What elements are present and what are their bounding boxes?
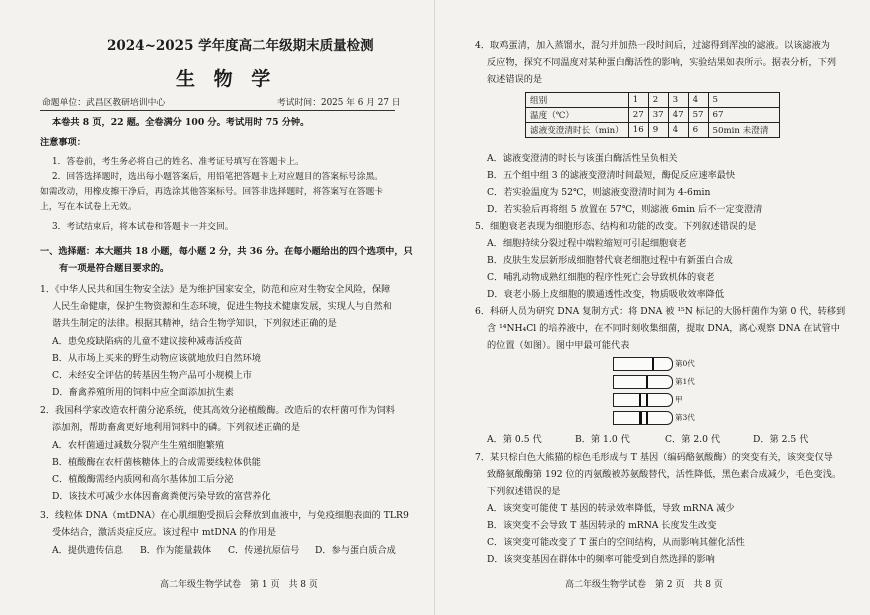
right-page (435, 0, 870, 615)
note-line: 2．回答选择题时，选出每小题答案后，用铅笔把答题卡上对应题目的答案标号涂黑。 (52, 172, 384, 182)
tube-label: 第0代 (675, 359, 695, 368)
tube-label: 甲 (675, 395, 683, 404)
notes-heading: 注意事项： (40, 137, 86, 148)
question-2-option: D．该技术可减少水体因畜禽粪便污染导致的富营养化 (52, 491, 271, 502)
table-cell: 滤液变澄清时长（min） (526, 123, 629, 138)
table-cell: 50min 未澄清 (708, 123, 779, 138)
question-6-stem: 的位置（如图）。图中甲最可能代表 (487, 340, 630, 351)
question-4-stem: 反应物，探究不同温度对某种蛋白酶活性的影响，实验结果如表所示。据表分析，下列 (487, 57, 837, 68)
question-4-table (525, 92, 780, 138)
table-cell: 6 (688, 123, 708, 138)
question-4-option: A．滤液变澄清的时长与该蛋白酶活性呈负相关 (487, 153, 678, 164)
section-heading-cont: 有一项是符合题目要求的。 (59, 263, 170, 274)
table-cell: 4 (688, 93, 708, 108)
page-footer: 高二年级生物学试卷 第 2 页 共 8 页 (565, 580, 723, 590)
question-1-stem: 谐共生制定的法律。根据其精神，结合生物学知识，下列叙述正确的是 (52, 318, 337, 329)
question-2-option: C．植酸酶需经内质网和高尔基体加工后分泌 (52, 474, 234, 485)
page-footer: 高二年级生物学试卷 第 1 页 共 8 页 (160, 580, 318, 590)
table-row (526, 93, 780, 108)
test-tube (613, 411, 673, 425)
question-5-option: C．哺乳动物成熟红细胞的程序性死亡会导致机体的衰老 (487, 272, 715, 283)
table-cell: 67 (708, 108, 779, 123)
note-line: 1．答卷前，考生务必将自己的姓名、准考证号填写在答题卡上。 (52, 157, 304, 167)
table-cell: 57 (688, 108, 708, 123)
table-cell: 37 (648, 108, 668, 123)
table-cell: 温度（℃） (526, 108, 629, 123)
note-line: 如需改动，用橡皮擦干净后，再选涂其他答案标号。回答非选择题时，将答案写在答题卡 (40, 187, 384, 197)
question-2-stem: 2．我国科学家改造农杆菌分泌系统，使其高效分泌植酸酶。改造后的农杆菌可作为饲料 (40, 405, 395, 416)
question-7-stem: 下列叙述错误的是 (487, 486, 561, 497)
table-cell: 3 (668, 93, 688, 108)
question-4-option: C．若实验温度为 52℃，则滤液变澄清时间为 4-6min (487, 187, 711, 198)
question-6-stem: 6．科研人员为研究 DNA 复制方式：将 DNA 被 ¹⁵N 标记的大肠杆菌作为第 0 代，转移到 (475, 306, 846, 317)
author-unit: 命题单位：武昌区教研培训中心 (42, 98, 166, 108)
question-6-option: D．第 2.5 代 (753, 434, 809, 445)
question-6-stem: 含 ¹⁴NH₄Cl 的培养液中，在不同时刻收集细菌，提取 DNA，离心观察 DNA 在试管中 (487, 323, 840, 334)
question-3-stem: 受体结合，激活炎症反应。该过程中 mtDNA 的作用是 (52, 527, 277, 538)
question-1-option: D．畜禽养殖所用的饲料中应全面添加抗生素 (52, 387, 234, 398)
question-4-stem: 4．取鸡蛋清，加入蒸馏水，混匀并加热一段时间后，过滤得到浑浊的滤液。以该滤液为 (475, 40, 830, 51)
question-4-option: D．若实验后再将组 5 放置在 57℃，则滤液 6min 后不一定变澄清 (487, 204, 763, 215)
tube-label: 第1代 (675, 377, 695, 386)
exam-title: 2024~2025 学年度高二年级期末质量检测 (107, 38, 374, 54)
question-1-option: B．从市场上买来的野生动物应该就地放归自然环境 (52, 353, 261, 364)
table-cell: 9 (648, 123, 668, 138)
question-5-option: B．皮肤生发层新形成细胞替代衰老细胞过程中有新蛋白合成 (487, 255, 733, 266)
question-7-stem: 7．某只棕白色大熊猫的棕色毛形成与 T 基因（编码酪氨酸酶）的突变有关，该突变仅导 (475, 452, 833, 463)
exam-summary: 本卷共 8 页，22 题。全卷满分 100 分。考试用时 75 分钟。 (52, 117, 310, 128)
question-6-option: C．第 2.0 代 (665, 434, 721, 445)
note-line: 3．考试结束后，将本试卷和答题卡一并交回。 (52, 222, 234, 232)
dna-band (639, 394, 641, 406)
dna-band (652, 358, 654, 370)
dna-band (639, 412, 642, 424)
question-2-option: B．植酸酶在农杆菌核糖体上的合成需要线粒体供能 (52, 457, 261, 468)
table-cell: 2 (648, 93, 668, 108)
question-5-option: D．衰老小肠上皮细胞的膜通透性改变，物质吸收效率降低 (487, 289, 725, 300)
question-7-option: A．该突变可能使 T 基因的转录效率降低，导致 mRNA 减少 (487, 503, 735, 514)
question-7-option: C．该突变可能改变了 T 蛋白的空间结构，从而影响其催化活性 (487, 537, 745, 548)
table-cell: 5 (708, 93, 779, 108)
table-cell: 1 (628, 93, 648, 108)
table-cell: 4 (668, 123, 688, 138)
tube-label: 第3代 (675, 413, 695, 422)
note-line: 上，写在本试卷上无效。 (40, 202, 137, 212)
table-row (526, 108, 780, 123)
test-tube (613, 375, 673, 389)
question-3-option: B．作为能量载体 (140, 545, 212, 556)
question-3-option: D．参与蛋白质合成 (315, 545, 396, 556)
question-3-option: C．传递抗原信号 (228, 545, 300, 556)
question-4-stem: 叙述错误的是 (487, 74, 543, 85)
question-7-stem: 致酪氨酸酶第 192 位的丙氨酸被苏氨酸替代，活性降低，黑色素合成减少，毛色变浅。 (487, 469, 842, 480)
table-cell: 47 (668, 108, 688, 123)
question-1-option: A．患免疫缺陷病的儿童不建议接种减毒活疫苗 (52, 336, 243, 347)
question-2-option: A．农杆菌通过减数分裂产生生殖细胞繁殖 (52, 440, 225, 451)
subject-title: 生 物 学 (176, 68, 277, 90)
question-7-option: D．该突变基因在群体中的频率可能受到自然选择的影响 (487, 554, 715, 565)
table-row (526, 123, 780, 138)
table-cell: 16 (628, 123, 648, 138)
question-4-option: B．五个组中组 3 的滤液变澄清时间最短，酶促反应速率最快 (487, 170, 736, 181)
test-tube (613, 393, 673, 407)
question-6-option: A．第 0.5 代 (487, 434, 542, 445)
dna-band (646, 412, 648, 424)
question-1-stem: 人民生命健康，保护生物资源和生态环境，促进生物技术健康发展，实现人与自然和 (52, 301, 392, 312)
header-rule (40, 110, 395, 111)
question-6-option: B．第 1.0 代 (575, 434, 630, 445)
dna-band (646, 394, 648, 406)
question-1-stem: 1．《中华人民共和国生物安全法》是为维护国家安全，防范和应对生物安全风险，保障 (40, 284, 391, 295)
question-2-stem: 添加剂，帮助畜禽更好地利用饲料中的磷。下列叙述正确的是 (52, 422, 301, 433)
question-5-option: A．细胞持续分裂过程中端粒缩短可引起细胞衰老 (487, 238, 687, 249)
question-7-option: B．该突变不会导致 T 基因转录的 mRNA 长度发生改变 (487, 520, 717, 531)
table-cell: 27 (628, 108, 648, 123)
question-5-stem: 5．细胞衰老表现为细胞形态、结构和功能的改变。下列叙述错误的是 (475, 221, 757, 232)
exam-date: 考试时间：2025 年 6 月 27 日 (277, 98, 401, 108)
section-heading: 一、选择题：本大题共 18 小题，每小题 2 分，共 36 分。在每小题给出的四个选项中，只 (40, 246, 413, 257)
question-3-option: A．提供遗传信息 (52, 545, 123, 556)
dna-band (646, 376, 648, 388)
question-3-stem: 3．线粒体 DNA（mtDNA）在心肌细胞受损后会释放到血液中，与免疫细胞表面的 TLR9 (40, 510, 409, 521)
table-cell: 组别 (526, 93, 629, 108)
question-1-option: C．未经安全评估的转基因生物产品可小规模上市 (52, 370, 252, 381)
test-tube (613, 357, 673, 371)
